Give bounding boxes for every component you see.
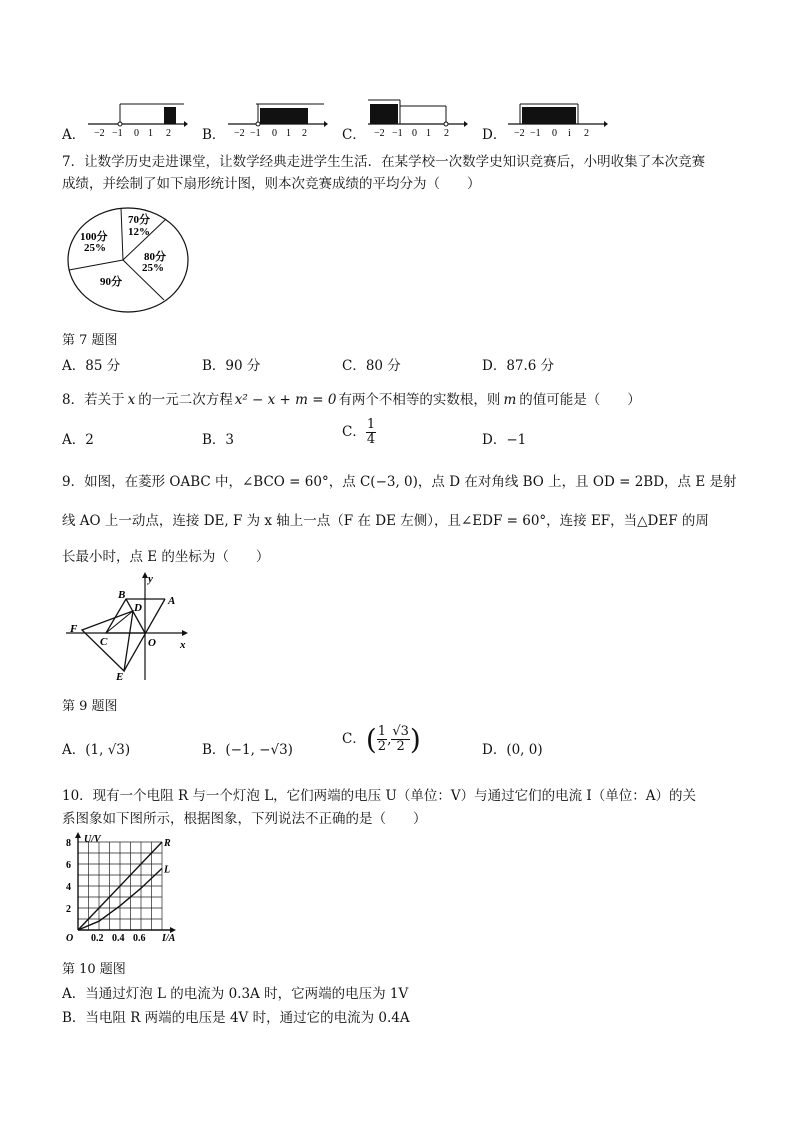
q9-c-den1: 2 bbox=[377, 739, 387, 754]
q7-pie-chart bbox=[66, 205, 190, 315]
q6-d-tick-3: 0 bbox=[552, 128, 557, 138]
q6-c-tick-3: 0 bbox=[412, 128, 417, 138]
q6-b-tick-2: −1 bbox=[250, 128, 261, 138]
pie-label-90: 90分 bbox=[100, 276, 122, 288]
q7-caption: 第 7 题图 bbox=[62, 333, 118, 348]
q8-option-d[interactable]: D．−1 bbox=[482, 432, 527, 448]
q9-c-paren-right: ) bbox=[409, 723, 421, 756]
q7-text-line1: 7．让数学历史走进课堂，让数学经典走进学生生活．在某学校一次数学史知识竞赛后，小明收集了本次竞赛 bbox=[62, 154, 706, 170]
q6-a-tick-4: 1 bbox=[148, 128, 153, 138]
q6-number-line-c bbox=[368, 96, 468, 138]
q8-prefix: 8．若关于 bbox=[62, 392, 125, 408]
pie-pct-80: 25% bbox=[142, 262, 164, 274]
q6-c-tick-4: 1 bbox=[426, 128, 431, 138]
q8-var-m: m bbox=[503, 392, 517, 408]
q6-d-tick-1: −2 bbox=[514, 128, 525, 138]
q10-line2: 系图象如下图所示，根据图象，下列说法不正确的是（ ） bbox=[62, 811, 427, 827]
pie-label-100: 100分 bbox=[80, 231, 108, 243]
q7-option-c[interactable]: C．80 分 bbox=[342, 358, 401, 374]
pie-label-80: 80分 bbox=[144, 251, 166, 263]
q10-ytick: 6 bbox=[66, 860, 71, 871]
q7-option-a[interactable]: A．85 分 bbox=[62, 358, 121, 374]
q6-number-line-d bbox=[508, 98, 608, 138]
q6-a-tick-1: −2 bbox=[94, 128, 105, 138]
q8-c-denominator: 4 bbox=[366, 432, 376, 447]
q9-rhombus-figure bbox=[62, 568, 192, 683]
q6-b-tick-1: −2 bbox=[234, 128, 245, 138]
q9-label-F: F bbox=[70, 623, 78, 635]
q10-ytick: 8 bbox=[66, 838, 71, 849]
q7-option-b[interactable]: B．90 分 bbox=[202, 358, 261, 374]
q6-d-tick-2: −1 bbox=[530, 128, 541, 138]
pie-pct-100: 25% bbox=[84, 242, 106, 254]
q9-c-comma: , bbox=[387, 731, 392, 748]
q10-origin: O bbox=[66, 933, 74, 944]
q10-ytick: 2 bbox=[66, 904, 71, 915]
pie-label-70: 70分 bbox=[128, 214, 150, 226]
q9-option-a[interactable]: A．(1, √3) bbox=[62, 742, 131, 758]
q6-c-tick-2: −1 bbox=[392, 128, 403, 138]
q10-xtick: 0.4 bbox=[112, 933, 125, 944]
q6-a-tick-5: 2 bbox=[166, 128, 171, 138]
q8-var-x: x bbox=[127, 392, 136, 408]
q7-option-d[interactable]: D．87.6 分 bbox=[482, 358, 555, 374]
q6-number-line-a bbox=[88, 98, 188, 138]
pie-pct-70: 12% bbox=[128, 226, 150, 238]
q8-option-a[interactable]: A．2 bbox=[62, 432, 94, 448]
q6-d-tick-5: 2 bbox=[584, 128, 589, 138]
q6-d-tick-4: i bbox=[568, 128, 571, 138]
q6-option-c-letter: C． bbox=[342, 127, 366, 143]
q6-number-line-b bbox=[228, 98, 328, 138]
q10-option-a[interactable]: A．当通过灯泡 L 的电流为 0.3A 时，它两端的电压为 1V bbox=[62, 986, 409, 1002]
q9-line3: 长最小时，点 E 的坐标为（ ） bbox=[62, 549, 270, 565]
q6-option-d-letter: D． bbox=[482, 127, 507, 143]
q10-xtick: 0.2 bbox=[91, 933, 104, 944]
q9-line2: 线 AO 上一动点，连接 DE, F 为 x 轴上一点（F 在 DE 左侧），且∠EDF = 60°，连接 EF，当△DEF 的周 bbox=[62, 513, 709, 529]
q8-equation: x² − x + m = 0 bbox=[234, 392, 337, 408]
q10-series-label-R: R bbox=[164, 838, 171, 849]
q9-option-c[interactable] bbox=[342, 723, 421, 756]
q6-a-tick-2: −1 bbox=[112, 128, 123, 138]
q6-b-tick-3: 0 bbox=[272, 128, 277, 138]
q9-c-num1: 1 bbox=[377, 724, 387, 739]
q8-mid2: 有两个不相等的实数根，则 bbox=[338, 392, 501, 408]
q9-label-A: A bbox=[168, 595, 176, 607]
q9-label-O: O bbox=[148, 637, 156, 649]
q9-c-den2: 2 bbox=[396, 739, 405, 754]
q6-c-tick-5: 2 bbox=[444, 128, 449, 138]
q6-a-tick-3: 0 bbox=[134, 128, 139, 138]
q8-c-numerator: 1 bbox=[366, 417, 376, 432]
q10-xlabel: I/A bbox=[162, 933, 176, 944]
q6-b-tick-5: 2 bbox=[302, 128, 307, 138]
q9-label-E: E bbox=[116, 671, 124, 683]
q8-option-c-fraction bbox=[366, 418, 376, 447]
q10-voltage-current-chart bbox=[62, 830, 192, 946]
q10-option-b[interactable]: B．当电阻 R 两端的电压是 4V 时，通过它的电流为 0.4A bbox=[62, 1010, 410, 1026]
q9-label-y: y bbox=[148, 573, 153, 585]
q9-line1: 9．如图，在菱形 OABC 中，∠BCO = 60°，点 C(−3, 0)，点 D 在对角线 BO 上，且 OD = 2BD，点 E 是射 bbox=[62, 474, 737, 490]
q10-xtick: 0.6 bbox=[133, 933, 146, 944]
q9-caption: 第 9 题图 bbox=[62, 699, 118, 714]
q9-label-x: x bbox=[180, 639, 186, 651]
q10-line1: 10．现有一个电阻 R 与一个灯泡 L，它们两端的电压 U（单位：V）与通过它们的电流 I（单位：A）的关 bbox=[62, 788, 696, 804]
q8-option-c[interactable] bbox=[342, 418, 376, 447]
q9-option-b[interactable]: B．(−1, −√3) bbox=[202, 742, 293, 758]
q9-label-B: B bbox=[118, 589, 126, 601]
q9-c-paren-left: ( bbox=[365, 723, 377, 756]
q9-label-D: D bbox=[134, 602, 142, 614]
q9-c-num2: √3 bbox=[392, 724, 409, 739]
q8-mid1: 的一元二次方程 bbox=[138, 392, 233, 408]
q9-option-d[interactable]: D．(0, 0) bbox=[482, 742, 543, 758]
q6-option-b-letter: B． bbox=[202, 127, 226, 143]
q8-option-c-letter: C． bbox=[342, 424, 366, 440]
q6-b-tick-4: 1 bbox=[286, 128, 291, 138]
q6-option-a-letter: A． bbox=[62, 127, 86, 143]
q10-caption: 第 10 题图 bbox=[62, 962, 126, 977]
q9-c-fraction-1 bbox=[377, 725, 387, 754]
q8-stem bbox=[62, 388, 641, 408]
q7-text-line2: 成绩，并绘制了如下扇形统计图，则本次竞赛成绩的平均分为（ ） bbox=[62, 176, 481, 192]
q10-ytick: 4 bbox=[66, 882, 71, 893]
q8-suffix: 的值可能是（ ） bbox=[519, 392, 641, 408]
q9-c-fraction-2 bbox=[391, 725, 410, 754]
q7-stem bbox=[62, 151, 734, 195]
q8-option-b[interactable]: B．3 bbox=[202, 432, 235, 448]
q9-option-c-letter: C． bbox=[342, 731, 366, 747]
q10-ylabel: U/V bbox=[84, 834, 101, 845]
q9-label-C: C bbox=[100, 636, 108, 648]
q10-series-label-L: L bbox=[164, 864, 171, 876]
q6-c-tick-1: −2 bbox=[374, 128, 385, 138]
